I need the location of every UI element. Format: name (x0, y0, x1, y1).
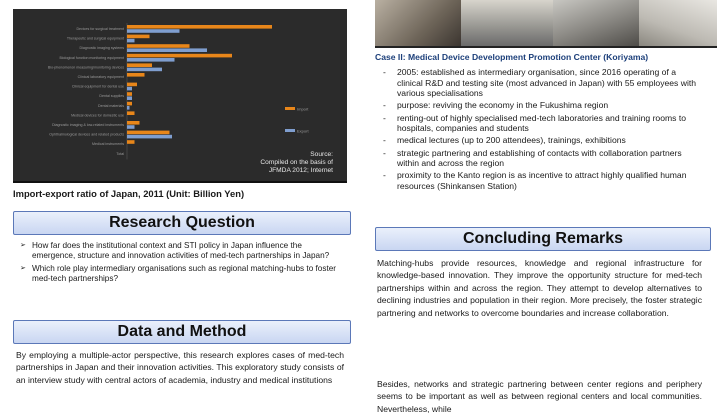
list-item: ➢ Which role play intermediary organisations such as regional matching-hubs to foster med-tech partnerships? (20, 263, 336, 284)
chart-source: Source: Compiled on the basis of JFMDA 2012; Internet (260, 151, 333, 174)
import-bar (127, 54, 232, 58)
export-bar (127, 58, 175, 62)
arrow-icon: ➢ (20, 242, 26, 249)
list-item: - strategic partnering and establishing of contacts with collaboration partners within and across the region (383, 147, 682, 169)
export-bar (127, 96, 132, 100)
research-question-list (20, 241, 342, 287)
photo-strip (375, 0, 717, 48)
category-label: Ophthalmological devices and related products (49, 132, 124, 137)
list-item: ➢ How far does the institutional context and STI policy in Japan influence the emergence, structure and innovation activities of med-tech partnerships in Japan? (20, 241, 330, 261)
category-label: Devices for surgical treatment (76, 27, 124, 31)
arrow-icon: ➢ (20, 264, 26, 272)
category-label: Clinical laboratory equipment (77, 75, 124, 79)
import-bar (127, 121, 140, 125)
concluding-p1: Matching-hubs provide resources, knowledge and regional infrastructure for knowledge-based innovation. They improve the opportunity structure for med-tech partnerships within and across the region. They attempt to develop alternatives to declining industries and population in their region. More precisely, the foster strategic partnering and networks to overcome boundaries and increase collaboration. (377, 258, 702, 318)
category-label: Therapeutic and surgical equipment (66, 36, 124, 41)
import-bar (127, 140, 135, 144)
import-bar (127, 35, 150, 39)
category-label: Medical instruments (92, 142, 124, 147)
category-label: Dental supplies (99, 94, 124, 99)
export-bar (127, 125, 135, 129)
legend-swatch (285, 107, 295, 110)
category-label: Diagnostic imaging systems (79, 46, 124, 51)
import-bar (127, 131, 170, 135)
chart-caption: Import-export ratio of Japan, 2011 (Unit: Billion Yen) (13, 188, 245, 199)
case2-title: Case II: Medical Device Development Promotion Center (Koriyama) (375, 52, 649, 62)
export-bar (127, 135, 172, 139)
list-item: - renting-out of highly specialised med-tech laboratories and training rooms to hospitals, companies and students (383, 112, 687, 134)
import-bar (127, 25, 272, 29)
import-bar (127, 63, 152, 67)
list-item: - purpose: reviving the economy in the Fukushima region (383, 100, 609, 111)
research-question-header: Research Question (13, 211, 351, 235)
export-bar (127, 87, 132, 91)
import-bar (127, 111, 135, 115)
import-bar (127, 44, 190, 48)
concluding-remarks-header: Concluding Remarks (375, 227, 711, 251)
import-bar (127, 73, 145, 77)
list-item: - 2005: established as intermediary organisation, since 2016 operating of a clinical R&D and testing site (most advanced in Japan) with 55 employees with various specialisations (383, 67, 697, 99)
bar-chart (13, 9, 347, 183)
import-bar (127, 83, 137, 87)
export-bar (127, 68, 162, 72)
category-label: Dental materials (98, 103, 124, 108)
case2-list (375, 67, 703, 193)
photo-icon (375, 0, 461, 46)
category-label: Medical devices for domestic use (71, 113, 124, 118)
list-item: - medical lectures (up to 200 attendees), trainings, exhibitions (383, 135, 626, 146)
import-bar (127, 102, 132, 106)
export-bar (127, 29, 180, 33)
export-bar (127, 106, 130, 110)
export-bar (127, 48, 207, 52)
list-item: - proximity to the Kanto region is as incentive to attract highly qualified human resources (Shinkansen Station) (383, 170, 687, 191)
category-label: Diagnostic imaging & low-related instruments (52, 123, 124, 127)
data-method-text: By employing a multiple-actor perspective, this research explores cases of med-tech partnerships in Japan and their innovation activities. This exploratory study consists of an interview study with central actors of academia, industry and medical institutions (16, 350, 344, 385)
category-label: Clinical equipment for dental use (71, 84, 124, 89)
legend-swatch (285, 129, 295, 132)
export-bar (127, 39, 135, 43)
category-label: Biological function monitoring equipment (59, 55, 124, 60)
legend-label: Import (297, 106, 309, 112)
photo-icon (461, 0, 553, 46)
photo-icon (639, 0, 717, 46)
concluding-p2: Besides, networks and strategic partnering between center regions and periphery seems to be important as well as between regional centers and local communities. Nevertheless, while (377, 379, 702, 414)
legend-label: Export (297, 128, 309, 134)
import-bar (127, 92, 132, 96)
category-label: Bio-phenomenon measuring/monitoring devices (47, 65, 124, 70)
category-label: Total (116, 151, 124, 156)
data-method-header: Data and Method (13, 320, 351, 344)
photo-icon (553, 0, 639, 46)
